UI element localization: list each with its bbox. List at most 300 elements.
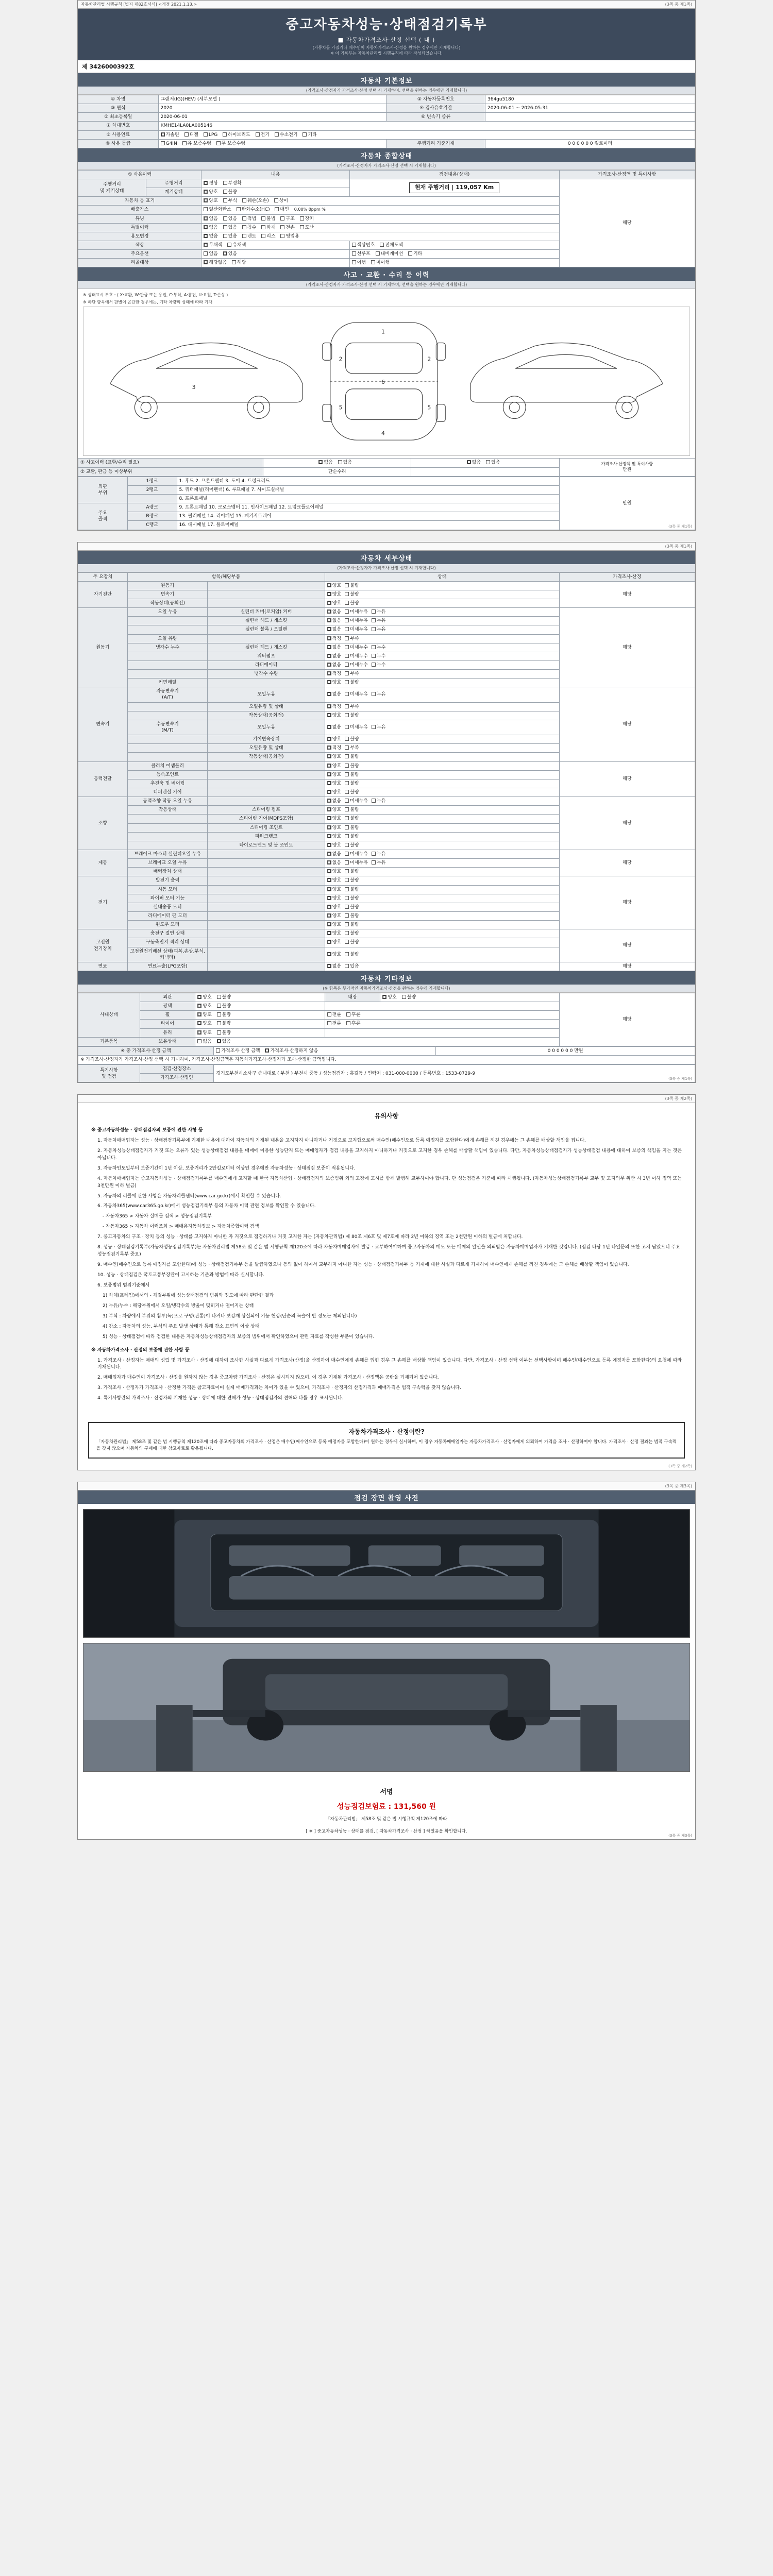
checkbox-icon[interactable] [345, 825, 349, 829]
checkbox-icon[interactable] [280, 225, 284, 229]
state-option[interactable] [345, 724, 368, 731]
checkbox-icon[interactable] [352, 243, 356, 247]
checkbox-icon[interactable] [327, 663, 331, 667]
state-option[interactable] [345, 618, 368, 624]
checkbox-icon[interactable] [265, 1048, 269, 1053]
checkbox-icon[interactable] [327, 745, 331, 750]
checkbox-icon[interactable] [217, 995, 221, 999]
state-option[interactable] [327, 772, 341, 778]
checkbox-icon[interactable] [345, 725, 349, 729]
checkbox-icon[interactable] [197, 1039, 201, 1043]
state-option[interactable]: 없음 [204, 216, 217, 222]
checkbox-icon[interactable] [300, 216, 304, 221]
checkbox-icon[interactable] [223, 216, 227, 221]
checkbox-icon[interactable] [372, 852, 376, 856]
checkbox-icon[interactable] [371, 260, 375, 264]
state-option[interactable]: 없음 [197, 1039, 211, 1045]
state-option[interactable]: 불량 [217, 994, 231, 1001]
checkbox-icon[interactable] [242, 225, 246, 229]
checkbox-icon[interactable] [327, 1021, 331, 1025]
state-option[interactable] [372, 645, 385, 651]
checkbox-icon[interactable] [345, 869, 349, 873]
state-option[interactable]: 양호 [197, 1012, 211, 1018]
checkbox-icon[interactable] [372, 725, 376, 729]
fuel-option[interactable] [184, 132, 198, 138]
state-option[interactable] [327, 834, 341, 840]
state-option[interactable] [327, 645, 341, 651]
checkbox-icon[interactable] [161, 141, 165, 145]
checkbox-icon[interactable] [345, 790, 349, 794]
checkbox-icon[interactable] [345, 592, 349, 596]
state-option[interactable]: 상이 [274, 198, 288, 204]
checkbox-icon[interactable] [204, 225, 208, 229]
checkbox-icon[interactable] [327, 843, 331, 847]
checkbox-icon[interactable] [327, 807, 331, 811]
checkbox-icon[interactable] [327, 583, 331, 587]
state-option[interactable] [327, 789, 341, 795]
checkbox-icon[interactable] [204, 207, 208, 211]
state-option[interactable] [372, 618, 385, 624]
grade-option[interactable] [216, 141, 245, 147]
state-option[interactable] [327, 618, 341, 624]
state-option[interactable]: 불량 [217, 1021, 231, 1027]
state-option[interactable] [327, 807, 341, 813]
checkbox-icon[interactable] [197, 1030, 201, 1035]
state-option[interactable] [327, 816, 341, 822]
state-option[interactable] [327, 904, 341, 910]
state-option[interactable] [327, 781, 341, 787]
state-option[interactable] [327, 952, 341, 958]
checkbox-icon[interactable] [345, 799, 349, 803]
state-option[interactable]: 적법 [242, 216, 256, 222]
state-option[interactable]: 전손 [280, 225, 294, 231]
checkbox-icon[interactable] [376, 251, 380, 256]
state-option[interactable] [486, 460, 500, 466]
checkbox-icon[interactable] [345, 772, 349, 776]
state-option[interactable] [372, 691, 385, 698]
state-option[interactable]: 불량 [217, 1030, 231, 1036]
checkbox-icon[interactable] [327, 860, 331, 865]
state-option[interactable] [327, 591, 341, 598]
checkbox-icon[interactable] [300, 225, 304, 229]
checkbox-icon[interactable] [275, 207, 279, 211]
state-option[interactable] [327, 851, 341, 857]
state-option[interactable]: 있음 [223, 225, 237, 231]
checkbox-icon[interactable] [261, 234, 265, 238]
checkbox-icon[interactable] [327, 737, 331, 741]
state-option[interactable] [345, 609, 368, 615]
fuel-option[interactable] [275, 132, 298, 138]
checkbox-icon[interactable] [372, 654, 376, 658]
state-option[interactable] [345, 645, 368, 651]
state-option[interactable] [345, 869, 359, 875]
state-option[interactable] [345, 851, 368, 857]
checkbox-icon[interactable] [372, 799, 376, 803]
state-option[interactable]: 후륜 [346, 1012, 360, 1018]
state-option[interactable] [345, 887, 359, 893]
state-option[interactable]: 이행 [352, 260, 366, 266]
checkbox-icon[interactable] [204, 181, 208, 185]
checkbox-icon[interactable] [345, 940, 349, 944]
checkbox-icon[interactable] [327, 592, 331, 596]
checkbox-icon[interactable] [345, 583, 349, 587]
checkbox-icon[interactable] [327, 905, 331, 909]
checkbox-icon[interactable] [345, 887, 349, 891]
state-option[interactable] [372, 609, 385, 615]
state-option[interactable]: 불량 [223, 189, 237, 195]
checkbox-icon[interactable] [327, 852, 331, 856]
state-option[interactable] [345, 691, 368, 698]
checkbox-icon[interactable] [256, 132, 260, 137]
checkbox-icon[interactable] [382, 995, 386, 999]
state-option[interactable]: 색상번호 [352, 242, 375, 248]
checkbox-icon[interactable] [327, 764, 331, 768]
state-option[interactable] [345, 583, 359, 589]
state-option[interactable] [327, 745, 341, 751]
state-option[interactable]: 해당없음 [204, 260, 227, 266]
checkbox-icon[interactable] [345, 754, 349, 758]
checkbox-icon[interactable] [204, 198, 208, 202]
state-option[interactable] [327, 963, 341, 970]
checkbox-icon[interactable] [274, 198, 278, 202]
state-option[interactable]: 불량 [402, 994, 416, 1001]
state-option[interactable] [345, 860, 368, 866]
checkbox-icon[interactable] [327, 636, 331, 640]
state-option[interactable]: 부정확 [223, 180, 242, 187]
checkbox-icon[interactable] [345, 781, 349, 785]
checkbox-icon[interactable] [345, 713, 349, 717]
checkbox-icon[interactable] [345, 601, 349, 605]
state-option[interactable]: 없음 [204, 233, 217, 240]
state-option[interactable] [372, 724, 385, 731]
checkbox-icon[interactable] [345, 636, 349, 640]
state-option[interactable] [265, 1048, 318, 1054]
checkbox-icon[interactable] [327, 654, 331, 658]
checkbox-icon[interactable] [345, 704, 349, 708]
checkbox-icon[interactable] [345, 931, 349, 935]
checkbox-icon[interactable] [217, 1012, 221, 1016]
state-option[interactable] [345, 834, 359, 840]
checkbox-icon[interactable] [327, 627, 331, 631]
checkbox-icon[interactable] [223, 132, 227, 137]
state-option[interactable]: 있음 [217, 1039, 231, 1045]
checkbox-icon[interactable] [223, 181, 227, 185]
state-option[interactable] [327, 583, 341, 589]
checkbox-icon[interactable] [217, 1004, 221, 1008]
checkbox-icon[interactable] [345, 852, 349, 856]
checkbox-icon[interactable] [372, 645, 376, 649]
checkbox-icon[interactable] [345, 834, 349, 838]
checkbox-icon[interactable] [327, 618, 331, 622]
checkbox-icon[interactable] [345, 692, 349, 696]
checkbox-icon[interactable] [327, 754, 331, 758]
checkbox-icon[interactable] [303, 132, 307, 137]
state-option[interactable] [345, 825, 359, 831]
fuel-option[interactable] [256, 132, 270, 138]
state-option[interactable] [345, 798, 368, 804]
state-option[interactable]: 불량 [217, 1003, 231, 1009]
checkbox-icon[interactable] [345, 609, 349, 614]
checkbox-icon[interactable] [372, 627, 376, 631]
checkbox-icon[interactable] [486, 460, 490, 464]
checkbox-icon[interactable] [261, 216, 265, 221]
state-option[interactable] [327, 842, 341, 849]
state-option[interactable]: 유채색 [227, 242, 246, 248]
state-option[interactable] [327, 662, 341, 668]
state-option[interactable] [345, 963, 359, 970]
state-option[interactable]: 도난 [300, 225, 314, 231]
checkbox-icon[interactable] [372, 663, 376, 667]
state-option[interactable] [345, 600, 359, 606]
fuel-option[interactable] [204, 132, 217, 138]
checkbox-icon[interactable] [227, 243, 231, 247]
grade-option[interactable] [161, 141, 177, 147]
state-option[interactable] [372, 860, 385, 866]
checkbox-icon[interactable] [327, 609, 331, 614]
fuel-option[interactable] [223, 132, 250, 138]
checkbox-icon[interactable] [327, 964, 331, 968]
checkbox-icon[interactable] [380, 243, 384, 247]
checkbox-icon[interactable] [327, 772, 331, 776]
state-option[interactable]: 렌트 [242, 233, 256, 240]
checkbox-icon[interactable] [327, 680, 331, 684]
state-option[interactable] [345, 789, 359, 795]
checkbox-icon[interactable] [338, 460, 342, 464]
state-option[interactable]: 장치 [300, 216, 314, 222]
checkbox-icon[interactable] [184, 132, 189, 137]
checkbox-icon[interactable] [345, 896, 349, 900]
state-option[interactable]: 선루프 [352, 251, 371, 257]
checkbox-icon[interactable] [223, 251, 227, 256]
checkbox-icon[interactable] [345, 913, 349, 918]
state-option[interactable] [345, 713, 359, 719]
checkbox-icon[interactable] [327, 816, 331, 820]
state-option[interactable] [345, 591, 359, 598]
state-option[interactable] [345, 781, 359, 787]
state-option[interactable] [327, 653, 341, 659]
state-option[interactable]: 양호 [197, 1003, 211, 1009]
checkbox-icon[interactable] [327, 645, 331, 649]
state-option[interactable] [327, 939, 341, 945]
state-option[interactable]: 영업용 [280, 233, 299, 240]
state-option[interactable]: 전체도색 [380, 242, 403, 248]
state-option[interactable] [327, 913, 341, 919]
checkbox-icon[interactable] [345, 764, 349, 768]
state-option[interactable] [372, 798, 385, 804]
checkbox-icon[interactable] [280, 216, 284, 221]
state-option[interactable] [345, 816, 359, 822]
checkbox-icon[interactable] [318, 460, 323, 464]
checkbox-icon[interactable] [327, 834, 331, 838]
state-option[interactable] [327, 869, 341, 875]
checkbox-icon[interactable] [275, 132, 279, 137]
state-option[interactable] [327, 704, 341, 710]
checkbox-icon[interactable] [346, 1012, 350, 1016]
checkbox-icon[interactable] [346, 1021, 350, 1025]
state-option[interactable] [318, 460, 332, 466]
state-option[interactable] [372, 626, 385, 633]
state-option[interactable]: 기타 [408, 251, 422, 257]
checkbox-icon[interactable] [467, 460, 471, 464]
checkbox-icon[interactable] [327, 878, 331, 882]
checkbox-icon[interactable] [327, 601, 331, 605]
state-option[interactable] [345, 913, 359, 919]
state-option[interactable] [345, 904, 359, 910]
state-option[interactable]: 있음 [223, 216, 237, 222]
state-option[interactable] [345, 763, 359, 769]
checkbox-icon[interactable] [232, 260, 236, 264]
checkbox-icon[interactable] [345, 737, 349, 741]
checkbox-icon[interactable] [345, 671, 349, 675]
checkbox-icon[interactable] [327, 790, 331, 794]
state-option[interactable] [345, 842, 359, 849]
checkbox-icon[interactable] [327, 781, 331, 785]
checkbox-icon[interactable] [327, 931, 331, 935]
checkbox-icon[interactable] [223, 190, 227, 194]
state-option[interactable]: 있음 [223, 233, 237, 240]
checkbox-icon[interactable] [345, 645, 349, 649]
fuel-option[interactable] [161, 132, 179, 138]
state-option[interactable] [345, 877, 359, 884]
fuel-option[interactable] [303, 132, 316, 138]
checkbox-icon[interactable] [161, 132, 165, 137]
state-option[interactable]: 없음 [204, 251, 217, 257]
state-option[interactable]: 양호 [204, 198, 217, 204]
state-option[interactable]: 양호 [204, 189, 217, 195]
state-option[interactable] [345, 745, 359, 751]
state-option[interactable] [345, 952, 359, 958]
checkbox-icon[interactable] [327, 692, 331, 696]
state-option[interactable] [345, 736, 359, 742]
checkbox-icon[interactable] [197, 1004, 201, 1008]
checkbox-icon[interactable] [345, 952, 349, 956]
state-option[interactable] [345, 939, 359, 945]
state-option[interactable]: 구조 [280, 216, 294, 222]
checkbox-icon[interactable] [327, 825, 331, 829]
state-option[interactable]: 화재 [261, 225, 275, 231]
state-option[interactable]: 양호 [197, 994, 211, 1001]
state-option[interactable]: 내비게이션 [376, 251, 403, 257]
checkbox-icon[interactable] [327, 913, 331, 918]
checkbox-icon[interactable] [223, 234, 227, 238]
state-option[interactable] [327, 680, 341, 686]
checkbox-icon[interactable] [345, 860, 349, 865]
state-option[interactable]: 무채색 [204, 242, 222, 248]
checkbox-icon[interactable] [204, 260, 208, 264]
state-option[interactable] [345, 754, 359, 760]
checkbox-icon[interactable] [402, 995, 406, 999]
checkbox-icon[interactable] [327, 799, 331, 803]
checkbox-icon[interactable] [372, 618, 376, 622]
state-option[interactable]: 있음 [223, 251, 237, 257]
checkbox-icon[interactable] [327, 940, 331, 944]
checkbox-icon[interactable] [327, 952, 331, 956]
checkbox-icon[interactable] [345, 807, 349, 811]
checkbox-icon[interactable] [204, 251, 208, 256]
state-option[interactable] [327, 713, 341, 719]
checkbox-icon[interactable] [327, 887, 331, 891]
state-option[interactable] [327, 860, 341, 866]
state-option[interactable] [372, 851, 385, 857]
checkbox-icon[interactable] [372, 692, 376, 696]
checkbox-icon[interactable] [327, 869, 331, 873]
checkbox-icon[interactable] [216, 1048, 220, 1053]
state-option[interactable] [345, 671, 359, 677]
checkbox-icon[interactable] [217, 1039, 221, 1043]
checkbox-icon[interactable] [237, 207, 241, 211]
checkbox-icon[interactable] [408, 251, 412, 256]
checkbox-icon[interactable] [327, 713, 331, 717]
checkbox-icon[interactable] [223, 225, 227, 229]
state-option[interactable] [345, 895, 359, 902]
checkbox-icon[interactable] [345, 905, 349, 909]
checkbox-icon[interactable] [204, 243, 208, 247]
state-option[interactable] [327, 671, 341, 677]
state-option[interactable] [345, 626, 368, 633]
checkbox-icon[interactable] [242, 216, 246, 221]
state-option[interactable] [372, 653, 385, 659]
state-option[interactable] [345, 653, 368, 659]
checkbox-icon[interactable] [197, 1021, 201, 1025]
state-option[interactable] [327, 736, 341, 742]
state-option[interactable] [372, 662, 385, 668]
state-option[interactable]: 불량 [217, 1012, 231, 1018]
state-option[interactable]: 부식 [223, 198, 237, 204]
checkbox-icon[interactable] [327, 671, 331, 675]
state-option[interactable] [345, 636, 359, 642]
state-option[interactable]: 탄화수소(HC) [237, 207, 270, 213]
state-option[interactable] [327, 691, 341, 698]
checkbox-icon[interactable] [345, 843, 349, 847]
checkbox-icon[interactable] [216, 141, 221, 145]
state-option[interactable] [327, 930, 341, 937]
state-option[interactable] [345, 680, 359, 686]
state-option[interactable]: 후륜 [346, 1021, 360, 1027]
checkbox-icon[interactable] [345, 618, 349, 622]
checkbox-icon[interactable] [197, 1012, 201, 1016]
state-option[interactable] [327, 636, 341, 642]
checkbox-icon[interactable] [372, 860, 376, 865]
state-option[interactable]: 불법 [261, 216, 275, 222]
checkbox-icon[interactable] [280, 234, 284, 238]
state-option[interactable]: 일산화탄소 [204, 207, 231, 213]
checkbox-icon[interactable] [345, 663, 349, 667]
state-option[interactable] [345, 930, 359, 937]
state-option[interactable]: 전륜 [327, 1021, 341, 1027]
checkbox-icon[interactable] [352, 260, 356, 264]
state-option[interactable] [327, 922, 341, 928]
state-option[interactable]: 미이행 [371, 260, 390, 266]
state-option[interactable] [327, 887, 341, 893]
state-option[interactable]: 침수 [242, 225, 256, 231]
checkbox-icon[interactable] [345, 745, 349, 750]
checkbox-icon[interactable] [242, 198, 246, 202]
state-option[interactable] [327, 626, 341, 633]
checkbox-icon[interactable] [327, 725, 331, 729]
state-option[interactable]: 양호 [382, 994, 396, 1001]
state-option[interactable]: 전륜 [327, 1012, 341, 1018]
checkbox-icon[interactable] [327, 704, 331, 708]
checkbox-icon[interactable] [197, 995, 201, 999]
state-option[interactable] [467, 460, 481, 466]
checkbox-icon[interactable] [345, 922, 349, 926]
state-option[interactable] [345, 922, 359, 928]
state-option[interactable]: 매연 [275, 207, 289, 213]
state-option[interactable]: 정상 [204, 180, 217, 187]
checkbox-icon[interactable] [204, 216, 208, 221]
state-option[interactable] [327, 763, 341, 769]
checkbox-icon[interactable] [261, 225, 265, 229]
